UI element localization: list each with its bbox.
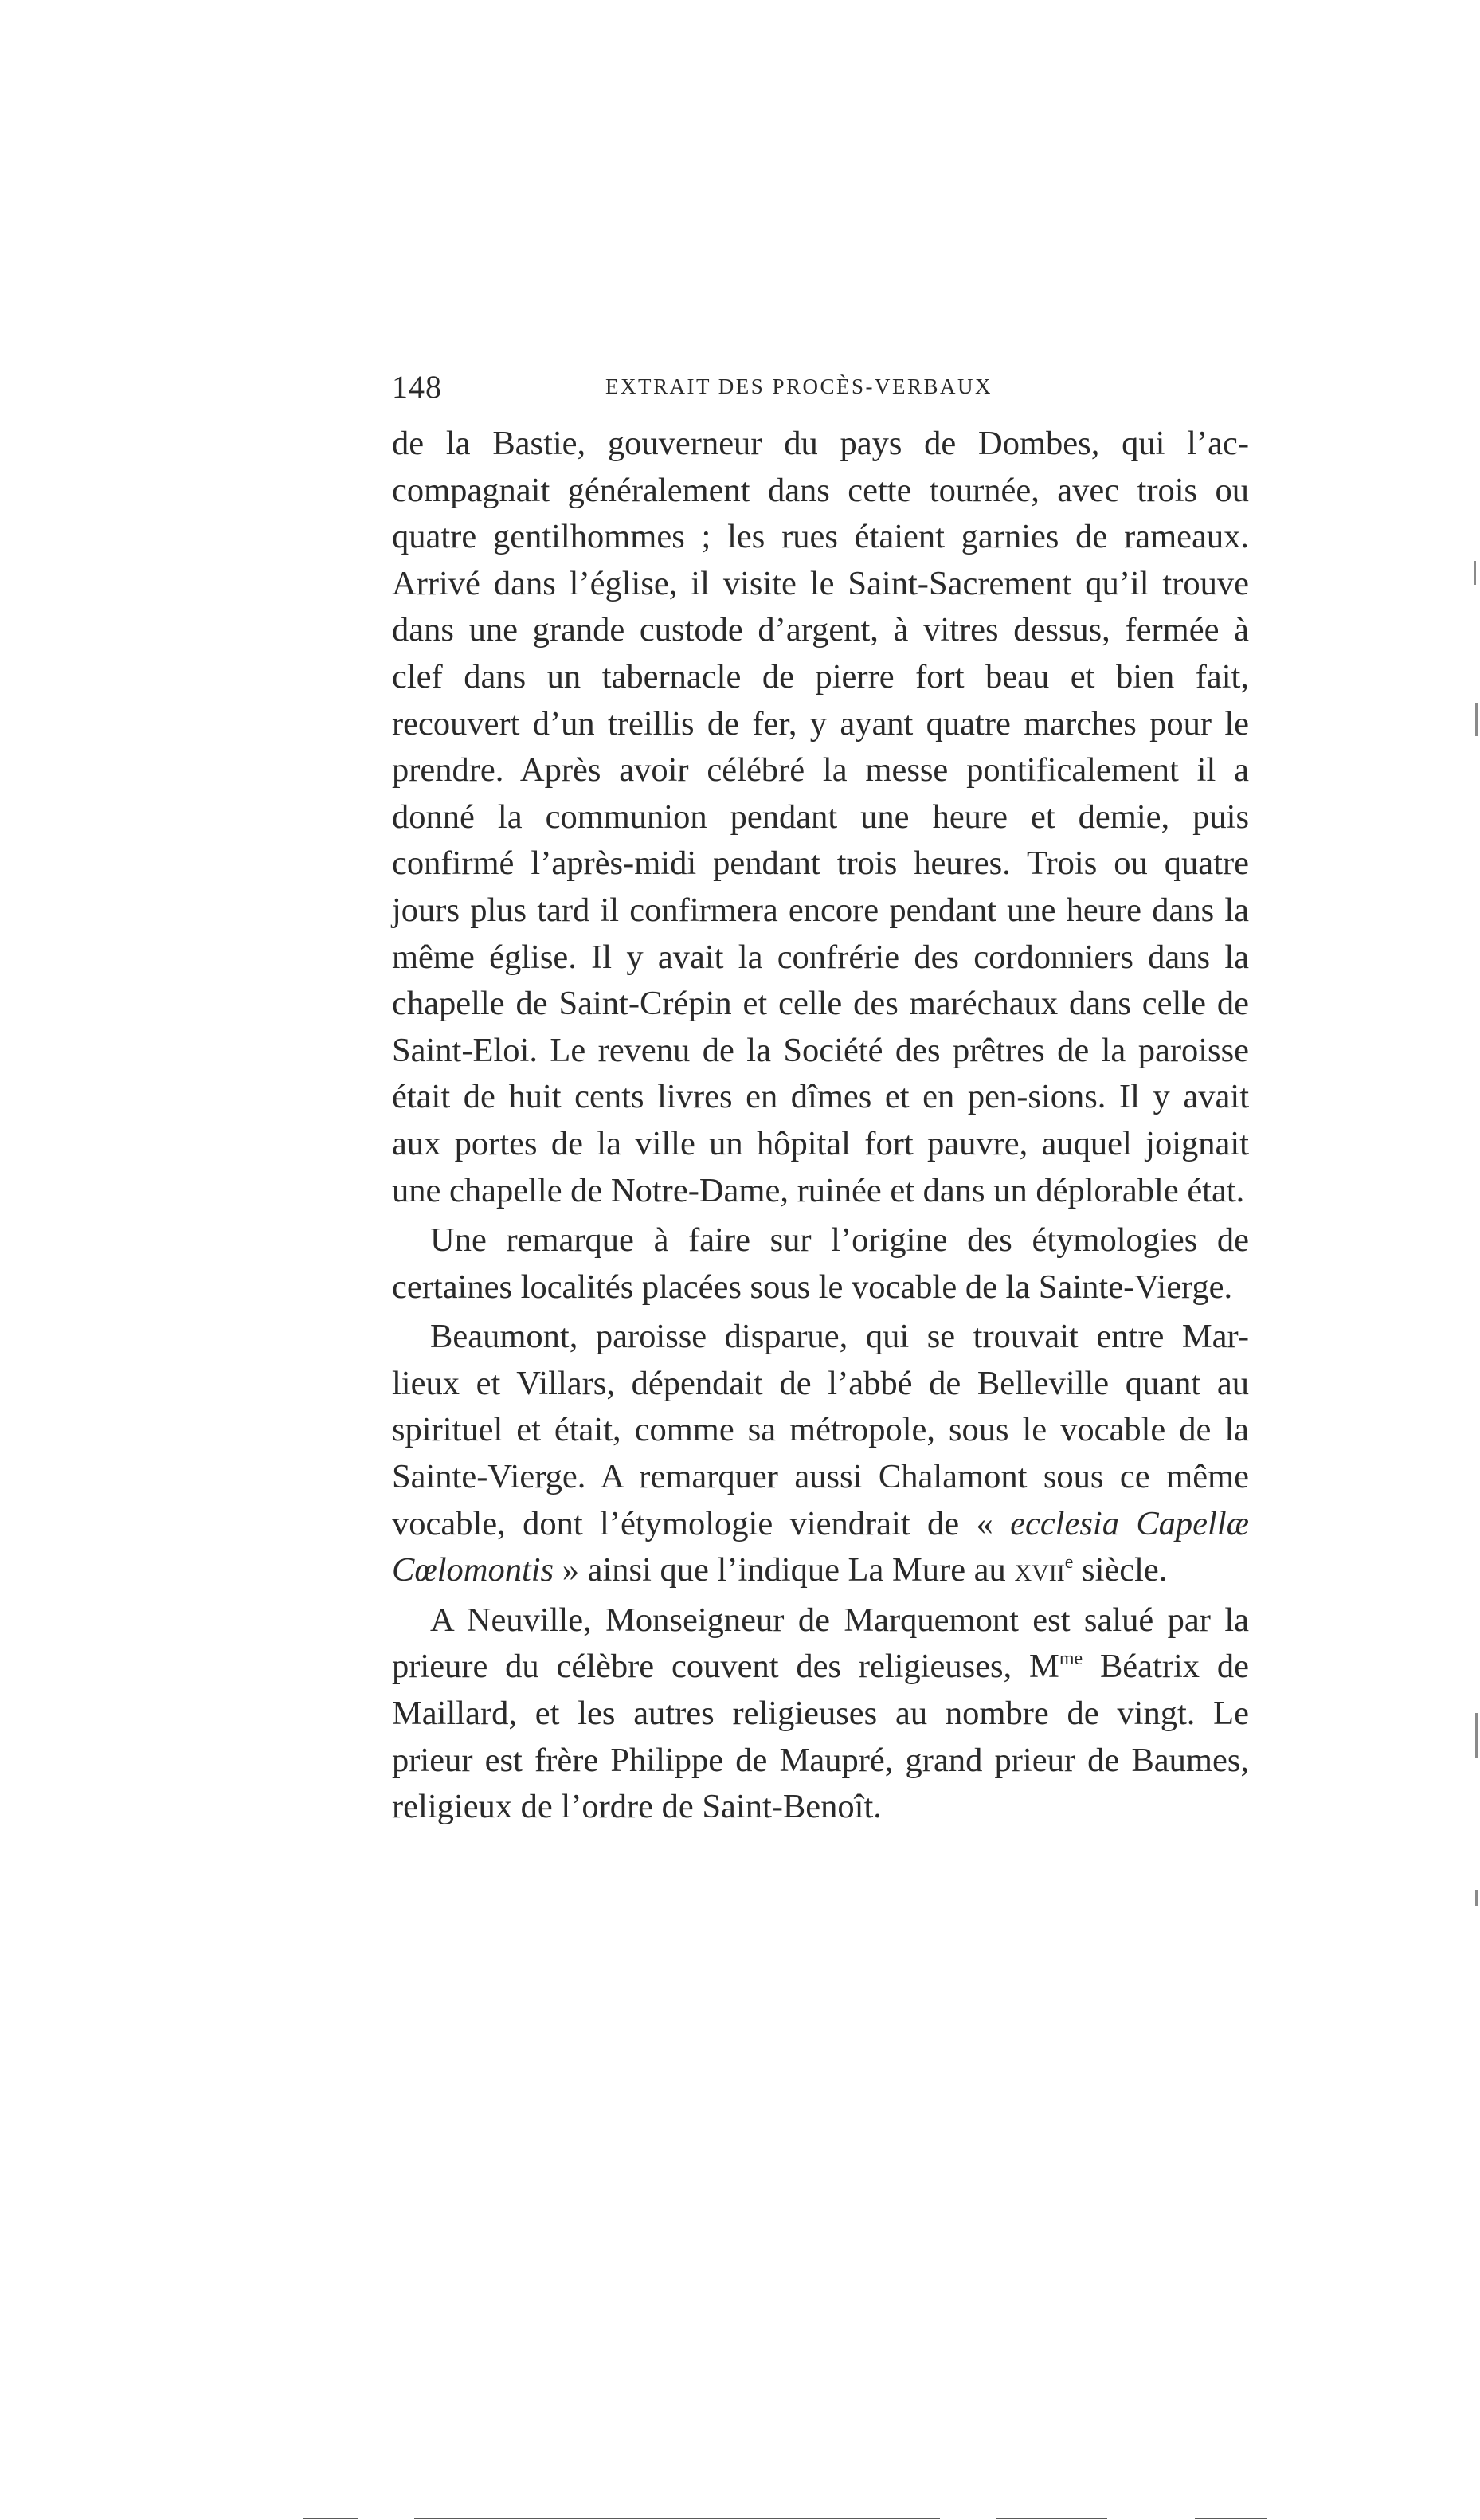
title-superscript: me: [1059, 1648, 1083, 1670]
century-superscript: e: [1064, 1552, 1074, 1574]
latin-quotation: ecclesia Capellæ Cœlomontis: [392, 1504, 1249, 1589]
body-text: [392, 421, 1249, 1831]
paragraph-beaumont-text-2: » ainsi que l’indique La Mure au: [554, 1551, 1015, 1589]
paragraph-beaumont-text-1: Beaumont, paroisse disparue, qui se trouvait entre Mar-lieux et Villars, dépendait de l’abbé de Belleville quant au spirituel et était, comme sa métropole, sous le vocable de la Sainte-Vierge. A remarquer aussi Chalamont sous ce même vocable, dont l’étymologie viendrait de «: [392, 1318, 1249, 1542]
margin-scan-mark: [1475, 1713, 1478, 1758]
paragraph-beaumont-text-3: siècle.: [1073, 1551, 1168, 1589]
paragraph-bastie: de la Bastie, gouverneur du pays de Dombes, qui l’ac-compagnait généralement dans cette tournée, avec trois ou quatre gentilhommes ; les rues étaient garnies de rameaux. Arrivé dans l’église, il visite le Saint-Sacrement qu’il trouve dans une grande custode d’argent, à vitres dessus, fermée à clef dans un tabernacle de pierre fort beau et bien fait, recouvert d’un treillis de fer, y ayant quatre marches pour le prendre. Après avoir célébré la messe pontificalement il a donné la communion pendant une heure et demie, puis confirmé l’après-midi pendant trois heures. Trois ou quatre jours plus tard il confirmera encore pendant une heure dans la même église. Il y avait la confrérie des cordonniers dans la chapelle de Saint-Crépin et celle des maréchaux dans celle de Saint-Eloi. Le revenu de la Société des prêtres de la paroisse était de huit cents livres en dîmes et en pen-sions. Il y avait aux portes de la ville un hôpital fort pauvre, auquel joignait une chapelle de Notre-Dame, ruinée et dans un déplorable état.: [392, 425, 1249, 1209]
margin-scan-mark: [1475, 1890, 1478, 1906]
running-head: [392, 368, 1252, 408]
paragraph-neuville-text-2: Béatrix de Maillard, et les autres religieuses au nombre de vingt. Le prieur est frère Philippe de Maupré, grand prieur de Baumes, religieux de l’ordre de Saint-Benoît.: [392, 1648, 1249, 1826]
bottom-rule: [1195, 2518, 1267, 2519]
margin-scan-mark: [1475, 703, 1478, 736]
paragraph-neuville: [392, 1597, 1249, 1831]
paragraph-neuville-text-1: A Neuville, Monseigneur de Marquemont est salué par la prieure du célèbre couvent des religieuses, M: [392, 1601, 1249, 1686]
paragraph-etymologies: Une remarque à faire sur l’origine des étymologies de certaines localités placées sous le vocable de la Sainte-Vierge.: [392, 1221, 1249, 1306]
margin-scan-mark: [1474, 561, 1476, 585]
paragraph-beaumont: [392, 1314, 1249, 1594]
page-number: 148: [392, 369, 442, 405]
bottom-rule: [303, 2518, 358, 2519]
bottom-rule: [414, 2518, 940, 2519]
running-title: EXTRAIT DES PROCÈS-VERBAUX: [605, 374, 993, 398]
bottom-rule: [996, 2518, 1107, 2519]
century-numeral: xvii: [1014, 1551, 1065, 1589]
